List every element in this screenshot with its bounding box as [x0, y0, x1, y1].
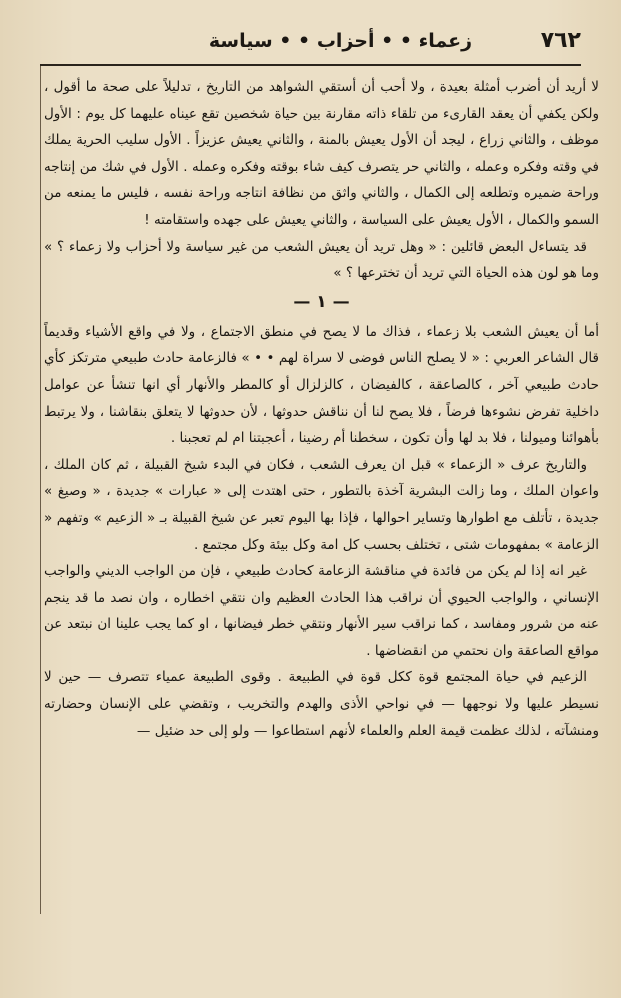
paragraph: لا أريد أن أضرب أمثلة بعيدة ، ولا أحب أن أستقي الشواهد من التاريخ ، تدليلاً على صحة ما أقول ، ولكن يكفي أن يعقد القارىء من تلقاء ذاته مقارنة بين حياة شخصين تقع عيناه عليهما كل يوم : الأول موظف ، والثاني زراع ، ليجد أن الأول يعيش بالمنة ، والثاني يعيش عزيزاً . الأول سليب الحرية يملك في وقته وفكره وعمله ، والثاني حر يتصرف كيف شاء بوقته وفكره وعمله . الأول في شك من إنتاجه وراحة ضميره وتطلعه إلى الكمال ، والثاني واثق من نظافة انتاجه وراحة نفسه ، فليس ما يمنعه من السمو والكمال ، الأول يعيش على السياسة ، والثاني يعيش على جهده واستقامته !	[44, 79, 599, 228]
page-number: ٧٦٢	[540, 28, 581, 53]
paragraph: أما أن يعيش الشعب بلا زعماء ، فذاك ما لا يصح في منطق الاجتماع ، ولا في واقع الأشياء وقديماً قال الشاعر العربي : « لا يصلح الناس فوضى لا سراة لهم • • » فالزعامة حادث طبيعي مترتكز كأي حادث طبيعي آخر ، كالصاعقة ، كالفيضان ، كالزلزال أو كالمطر والأنهار أي انها تنشأ عن عوامل داخلية تفرض نشوءها فرضاً ، فلا يصح لنا أن نناقش حدوثها ، لأن حدوثها لا يتعلق بنقاشنا ، ولا يرتبط بأهوائنا وميولنا ، فلا بد لها وأن تكون ، سخطنا أم رضينا ، أعجبتنا ام لم تعجبنا .	[44, 323, 599, 447]
running-title: زعماء • • أحزاب • • سياسة	[208, 30, 473, 52]
body-text	[44, 74, 599, 744]
section-number: — ١ —	[293, 291, 350, 312]
paragraph: غير انه إذا لم يكن من فائدة في مناقشة الزعامة كحادث طبيعي ، فإن من الواجب الديني والواجب الإنساني ، والواجب الحيوي أن نراقب هذا الحادث العظيم وان نتقي اخطاره ، وان نصد ما قد ينجم عنه من شرور ومفاسد ، كما نراقب سير الأنهار ونتقي خطر فيضانها ، او كما يجب علينا ان نبتعد عن مواقع الصاعقة وان نحتمي من انقضاضها .	[44, 563, 599, 659]
page-header	[40, 24, 581, 64]
paragraph: الزعيم في حياة المجتمع قوة ككل قوة في الطبيعة . وقوى الطبيعة عمياء تتصرف — حين لا نسيطر عليها ولا نوجهها — في نواحي الأذى والهدم والتخريب ، وتقضي على الإنسان وحضارته ومنشآته ، لذلك عظمت قيمة العلم والعلماء لأنهم استطاعوا — ولو إلى حد ضئيل —	[44, 669, 599, 739]
paragraph: والتاريخ عرف « الزعماء » قبل ان يعرف الشعب ، فكان في البدء شيخ القبيلة ، ثم كان الملك ، واعوان الملك ، وما زالت البشرية آخذة بالتطور ، حتى اهتدت إلى « عبارات » جديدة ، « وصيغ » جديدة ، تأتلف مع اطوارها وتساير احوالها ، فإذا بها اليوم تعبر عن شيخ القبيلة بـ « الزعيم » وتفهم « الزعامة » بمفهومات شتى ، تختلف بحسب كل امة وكل بيئة وكل مجتمع .	[44, 456, 599, 553]
margin-line	[40, 66, 41, 914]
paragraph: قد يتساءل البعض قائلين : « وهل تريد أن يعيش الشعب من غير سياسة ولا أحزاب ولا زعماء ؟ » وما هو لون هذه الحياة التي تريد أن تخترعها ؟ »	[44, 238, 599, 282]
header-rule	[40, 64, 581, 66]
